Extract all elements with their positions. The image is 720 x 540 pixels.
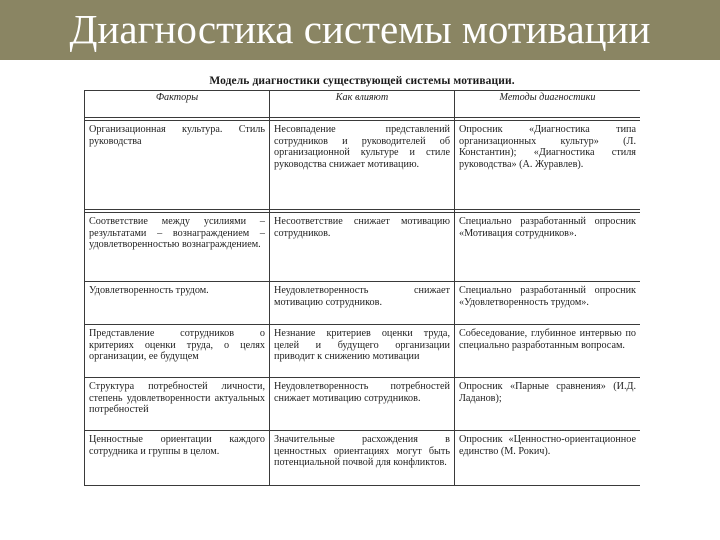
table-row bbox=[85, 378, 641, 431]
method-cell: Специально разработанный опросник «Удовлетворенность трудом». bbox=[455, 282, 641, 325]
table-row bbox=[85, 431, 641, 486]
header-methods: Методы диагностики bbox=[455, 91, 641, 118]
table-row bbox=[85, 121, 641, 210]
effect-cell: Значительные расхождения в ценностных ориентациях могут быть потенциальной почвой для конфликтов. bbox=[270, 431, 455, 486]
method-cell: Собеседование, глубинное интервью по специально разработанным вопросам. bbox=[455, 325, 641, 378]
scanned-document bbox=[84, 72, 640, 524]
header-factors: Факторы bbox=[85, 91, 270, 118]
table-row bbox=[85, 213, 641, 282]
effect-cell: Несовпадение представлений сотрудников и руководителей об организационной культуре и стиле руководства снижает мотивацию. bbox=[270, 121, 455, 210]
factor-cell: Организационная культура. Стиль руководства bbox=[85, 121, 270, 210]
factor-cell: Удовлетворенность трудом. bbox=[85, 282, 270, 325]
factor-cell: Соответствие между усилиями – результатами – вознаграждением – удовлетворенностью вознаграждением. bbox=[85, 213, 270, 282]
method-cell: Специально разработанный опросник «Мотивация сотрудников». bbox=[455, 213, 641, 282]
effect-cell: Неудовлетворенность потребностей снижает мотивацию сотрудников. bbox=[270, 378, 455, 431]
table-caption: Модель диагностики существующей системы мотивации. bbox=[209, 75, 515, 87]
table-row bbox=[85, 325, 641, 378]
slide-title-bar bbox=[0, 0, 720, 60]
table-header-row bbox=[85, 91, 641, 118]
factor-cell: Структура потребностей личности, степень удовлетворенности актуальных потребностей bbox=[85, 378, 270, 431]
motivation-diagnostics-table bbox=[84, 90, 640, 486]
header-effect: Как влияют bbox=[270, 91, 455, 118]
effect-cell: Несоответствие снижает мотивацию сотрудников. bbox=[270, 213, 455, 282]
method-cell: Опросник «Парные сравнения» (И.Д. Ладанов); bbox=[455, 378, 641, 431]
factor-cell: Ценностные ориентации каждого сотрудника и группы в целом. bbox=[85, 431, 270, 486]
method-cell: Опросник «Ценностно-ориентационное единство (М. Рокич). bbox=[455, 431, 641, 486]
method-cell: Опросник «Диагностика типа организационных культур» (Л. Константин); «Диагностика стиля руководства» (А. Журавлев). bbox=[455, 121, 641, 210]
slide-title: Диагностика системы мотивации bbox=[69, 6, 651, 52]
table-row bbox=[85, 282, 641, 325]
factor-cell: Представление сотрудников о критериях оценки труда, о целях организации, ее будущем bbox=[85, 325, 270, 378]
effect-cell: Неудовлетворенность снижает мотивацию сотрудников. bbox=[270, 282, 455, 325]
effect-cell: Незнание критериев оценки труда, целей и будущего организации приводит к снижению мотивации bbox=[270, 325, 455, 378]
